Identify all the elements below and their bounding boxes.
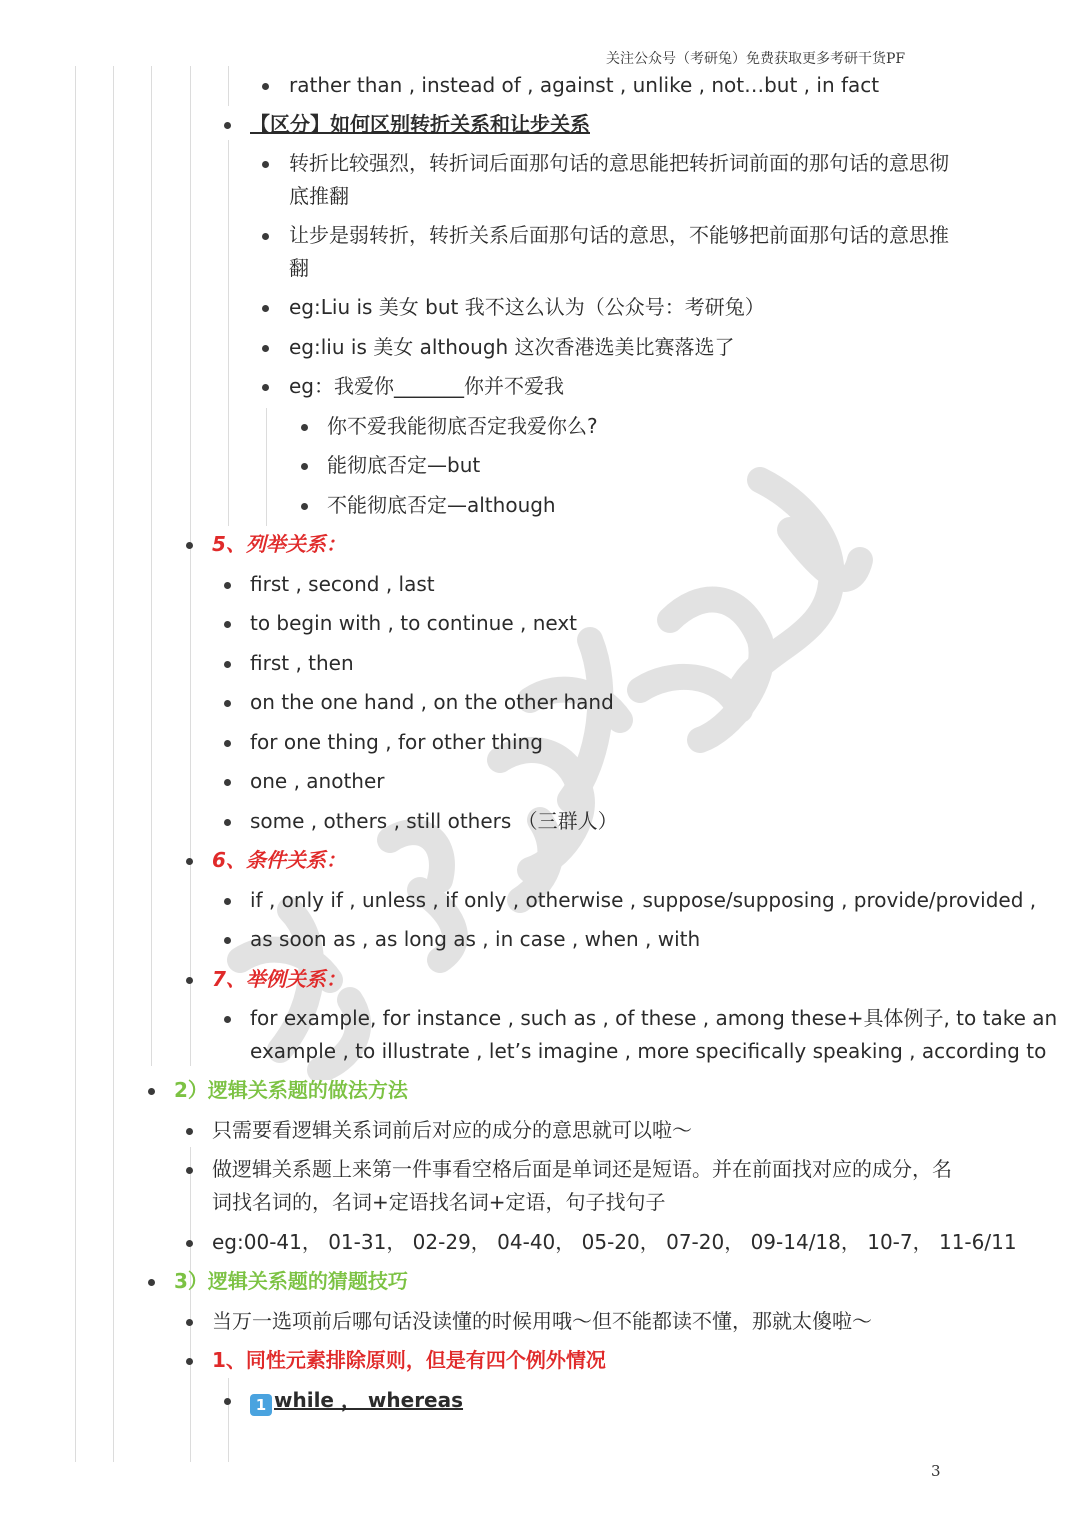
enumeration-item: for one thing , for other thing	[250, 730, 543, 754]
bullet	[262, 345, 269, 352]
outline-guide	[75, 66, 76, 1462]
bullet	[186, 1319, 193, 1326]
contrast-words: rather than , instead of , against , unlike , not…but , in fact	[289, 73, 880, 97]
contrast-explanation-cont: 底推翻	[289, 184, 349, 208]
example-answer-but: 能彻底否定—but	[327, 453, 481, 477]
illustration-heading: 7、举例关系：	[212, 967, 346, 991]
method-examples: eg:00-41， 01-31， 02-29， 04-40， 05-20， 07-20， 09-14/18， 10-7， 11-6/11	[212, 1230, 1017, 1254]
exclusion-principle: 1、同性元素排除原则，但是有四个例外情况	[212, 1348, 606, 1372]
bullet	[301, 503, 308, 510]
method-item: 只需要看逻辑关系词前后对应的成分的意思就可以啦～	[212, 1118, 692, 1142]
method-heading: 2）逻辑关系题的做法方法	[174, 1078, 408, 1102]
bullet	[186, 1128, 193, 1135]
bullet	[186, 977, 193, 984]
enumeration-item: one , another	[250, 769, 385, 793]
condition-item: as soon as , as long as , in case , when , with	[250, 927, 701, 951]
bullet	[301, 424, 308, 431]
distinction-heading: 【区分】如何区别转折关系和让步关系	[250, 112, 590, 136]
bullet	[186, 1167, 193, 1174]
concession-explanation: 让步是弱转折，转折关系后面那句话的意思，不能够把前面那句话的意思推	[289, 223, 949, 247]
outline-guide	[228, 140, 229, 526]
outline-guide	[266, 408, 267, 526]
bullet	[224, 937, 231, 944]
enumeration-item: on the one hand , on the other hand	[250, 690, 614, 714]
example-answer-although: 不能彻底否定—although	[327, 493, 556, 517]
condition-heading: 6、条件关系：	[212, 848, 346, 872]
exception-words: while ， whereas	[274, 1388, 464, 1412]
bullet	[186, 542, 193, 549]
bullet	[186, 1240, 193, 1247]
example-although: eg:liu is 美女 although 这次香港选美比赛落选了	[289, 335, 735, 359]
outline-guide	[228, 1378, 229, 1462]
illustration-item: for example, for instance , such as , of these , among these+具体例子, to take an	[250, 1006, 1058, 1030]
outline-guide	[113, 66, 114, 1462]
bullet	[224, 700, 231, 707]
keycap-one-icon: 1	[250, 1394, 272, 1416]
guess-heading: 3）逻辑关系题的猜题技巧	[174, 1269, 408, 1293]
example-question: 你不爱我能彻底否定我爱你么?	[327, 414, 598, 438]
bullet	[224, 740, 231, 747]
enumeration-item: to begin with , to continue , next	[250, 611, 578, 635]
bullet	[262, 161, 269, 168]
enumeration-item: first , second , last	[250, 572, 435, 596]
enumeration-heading: 5、列举关系：	[212, 532, 346, 556]
page-number: 3	[931, 1462, 941, 1480]
bullet	[224, 661, 231, 668]
enumeration-item: some , others , still others （三群人）	[250, 809, 618, 833]
bullet	[262, 83, 269, 90]
concession-explanation-cont: 翻	[289, 256, 309, 280]
method-item-cont: 词找名词的，名词+定语找名词+定语，句子找句子	[212, 1190, 666, 1214]
outline-guide	[151, 66, 152, 1066]
bullet	[224, 1016, 231, 1023]
bullet	[224, 819, 231, 826]
outline-guide	[190, 1147, 191, 1462]
bullet	[262, 305, 269, 312]
example-but: eg:Liu is 美女 but 我不这么认为（公众号：考研兔）	[289, 295, 765, 319]
outline-guide	[190, 66, 191, 1066]
enumeration-item: first , then	[250, 651, 354, 675]
bullet	[186, 858, 193, 865]
bullet	[224, 122, 231, 129]
bullet	[224, 621, 231, 628]
illustration-item-cont: example , to illustrate , let’s imagine , more specifically speaking , according to	[250, 1039, 1047, 1063]
bullet	[301, 463, 308, 470]
contrast-explanation: 转折比较强烈，转折词后面那句话的意思能把转折词前面的那句话的意思彻	[289, 151, 949, 175]
bullet	[224, 898, 231, 905]
bullet	[148, 1088, 155, 1095]
outline-guide	[228, 66, 229, 106]
bullet	[224, 582, 231, 589]
bullet	[148, 1279, 155, 1286]
exception-item	[250, 1384, 463, 1417]
bullet	[186, 1358, 193, 1365]
bullet	[262, 384, 269, 391]
header-note: 关注公众号（考研兔）免费获取更多考研干货PF	[606, 51, 906, 67]
example-blank: eg：我爱你_______你并不爱我	[289, 374, 564, 398]
bullet	[262, 233, 269, 240]
method-item: 做逻辑关系题上来第一件事看空格后面是单词还是短语。并在前面找对应的成分，名	[212, 1157, 952, 1181]
guess-item: 当万一选项前后哪句话没读懂的时候用哦～但不能都读不懂，那就太傻啦～	[212, 1309, 872, 1333]
bullet	[224, 1398, 231, 1405]
bullet	[224, 779, 231, 786]
condition-item: if , only if , unless , if only , otherwise , suppose/supposing , provide/provided ,	[250, 888, 1037, 912]
